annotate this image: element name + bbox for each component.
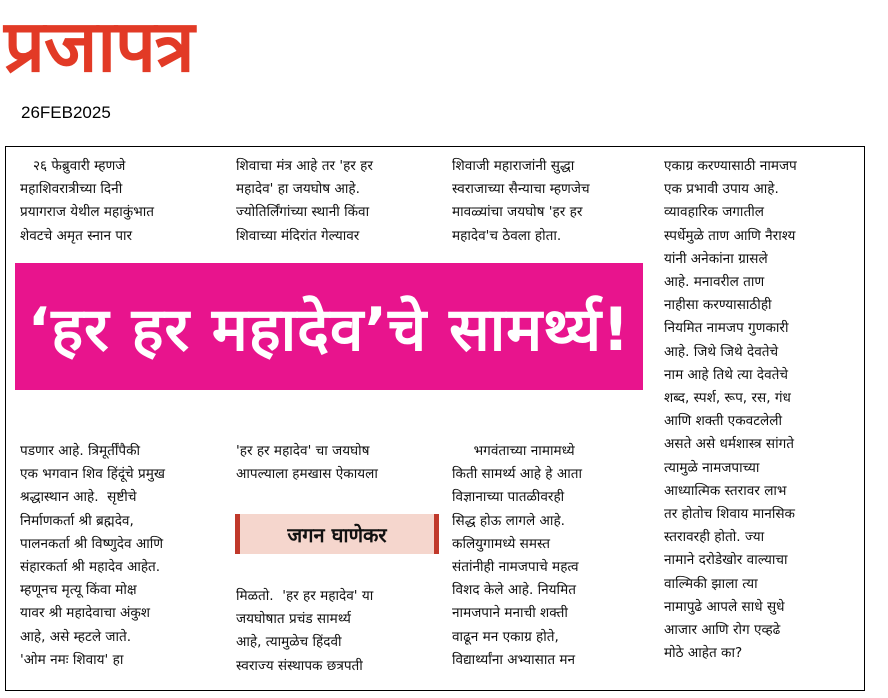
article-headline: ‘हर हर महादेव’चे सामर्थ्य! — [27, 294, 631, 365]
column-2-bottom-text-b: मिळतो. 'हर हर महादेव' या जयघोषात प्रचंड सामर्थ्य आहे, त्यामुळेच हिंदवी स्वराज्य संस्थापक छत्रपती — [236, 588, 374, 674]
column-4-text: एकाग्र करण्यासाठी नामजप एक प्रभावी उपाय आहे. व्यावहारिक जगातील स्पर्धेमुळे ताण आणि नैराश्य यांनी अनेकांना ग्रासले आहे. मनावरील ताण नाहीसा करण्यासाठीही नियमित नामजप गुणकारी आहे. जिथे जिथे देवतेचे नाम आहे तिथे त्या देवतेचे शब्द, स्पर्श, रूप, रस, गंध आणि शक्ती एकवटलेली असते असे धर्मशास्त्र सांगते त्यामुळे नामजपाच्या आध्यात्मिक स्तरावर लाभ तर होतोच शिवाय मानसिक स्तरावरही होतो. ज्या नामाने दरोडेखोर वाल्याचा वाल्मिकी झाला त्या नामापुढे आपले साधे सुधे आजार आणि रोग एव्हढे मोठे आहेत का? — [664, 158, 797, 662]
publication-date: 26FEB2025 — [21, 103, 111, 122]
column-3-top-text: शिवाजी महाराजांनी सुद्धा स्वराजाच्या सैन्याचा म्हणजेच मावळ्यांचा जयघोष 'हर हर महादेव'च ठेवला होता. — [452, 158, 590, 244]
column-1-top-text: २६ फेब्रुवारी म्हणजे महाशिवरात्रीच्या दिनी प्रयागराज येथील महाकुंभात शेवटचे अमृत स्नान पार — [20, 158, 155, 244]
headline-banner — [15, 263, 643, 390]
newspaper-masthead-logo: प्रजापत्र — [4, 4, 194, 88]
byline-box — [235, 514, 439, 554]
author-byline: जगन घाणेकर — [287, 522, 387, 547]
column-2-bottom-text-a: 'हर हर महादेव' चा जयघोष आपल्याला हमखास ऐकायला — [236, 443, 378, 483]
column-1-bottom-text: पडणार आहे. त्रिमूर्तींपैकी एक भगवान शिव हिंदूंचे प्रमुख श्रद्धास्थान आहे. सृष्टीचे निर्माणकर्ता श्री ब्रह्मदेव, पालनकर्ता श्री विष्णुदेव आणि संहारकर्ता श्री महादेव आहेत. म्हणूनच मृत्यू किंवा मोक्ष यावर श्री महादेवाचा अंकुश आहे, असे म्हटले जाते. 'ओम नमः शिवाय' हा — [20, 443, 165, 668]
column-2-top-text: शिवाचा मंत्र आहे तर 'हर हर महादेव' हा जयघोष आहे. ज्योतिर्लिंगांच्या स्थानी किंवा शिवाच्या मंदिरांत गेल्यावर — [236, 158, 373, 244]
column-3-bottom-text: भगवंताच्या नामामध्ये किती सामर्थ्य आहे हे आता विज्ञानाच्या पातळीवरही सिद्ध होऊ लागले आहे. कलियुगामध्ये समस्त संतांनीही नामजपाचे महत्व विशद केले आहे. नियमित नामजपाने मनाची शक्ती वाढून मन एकाग्र होते, विद्यार्थ्यांना अभ्यासात मन — [452, 443, 582, 668]
